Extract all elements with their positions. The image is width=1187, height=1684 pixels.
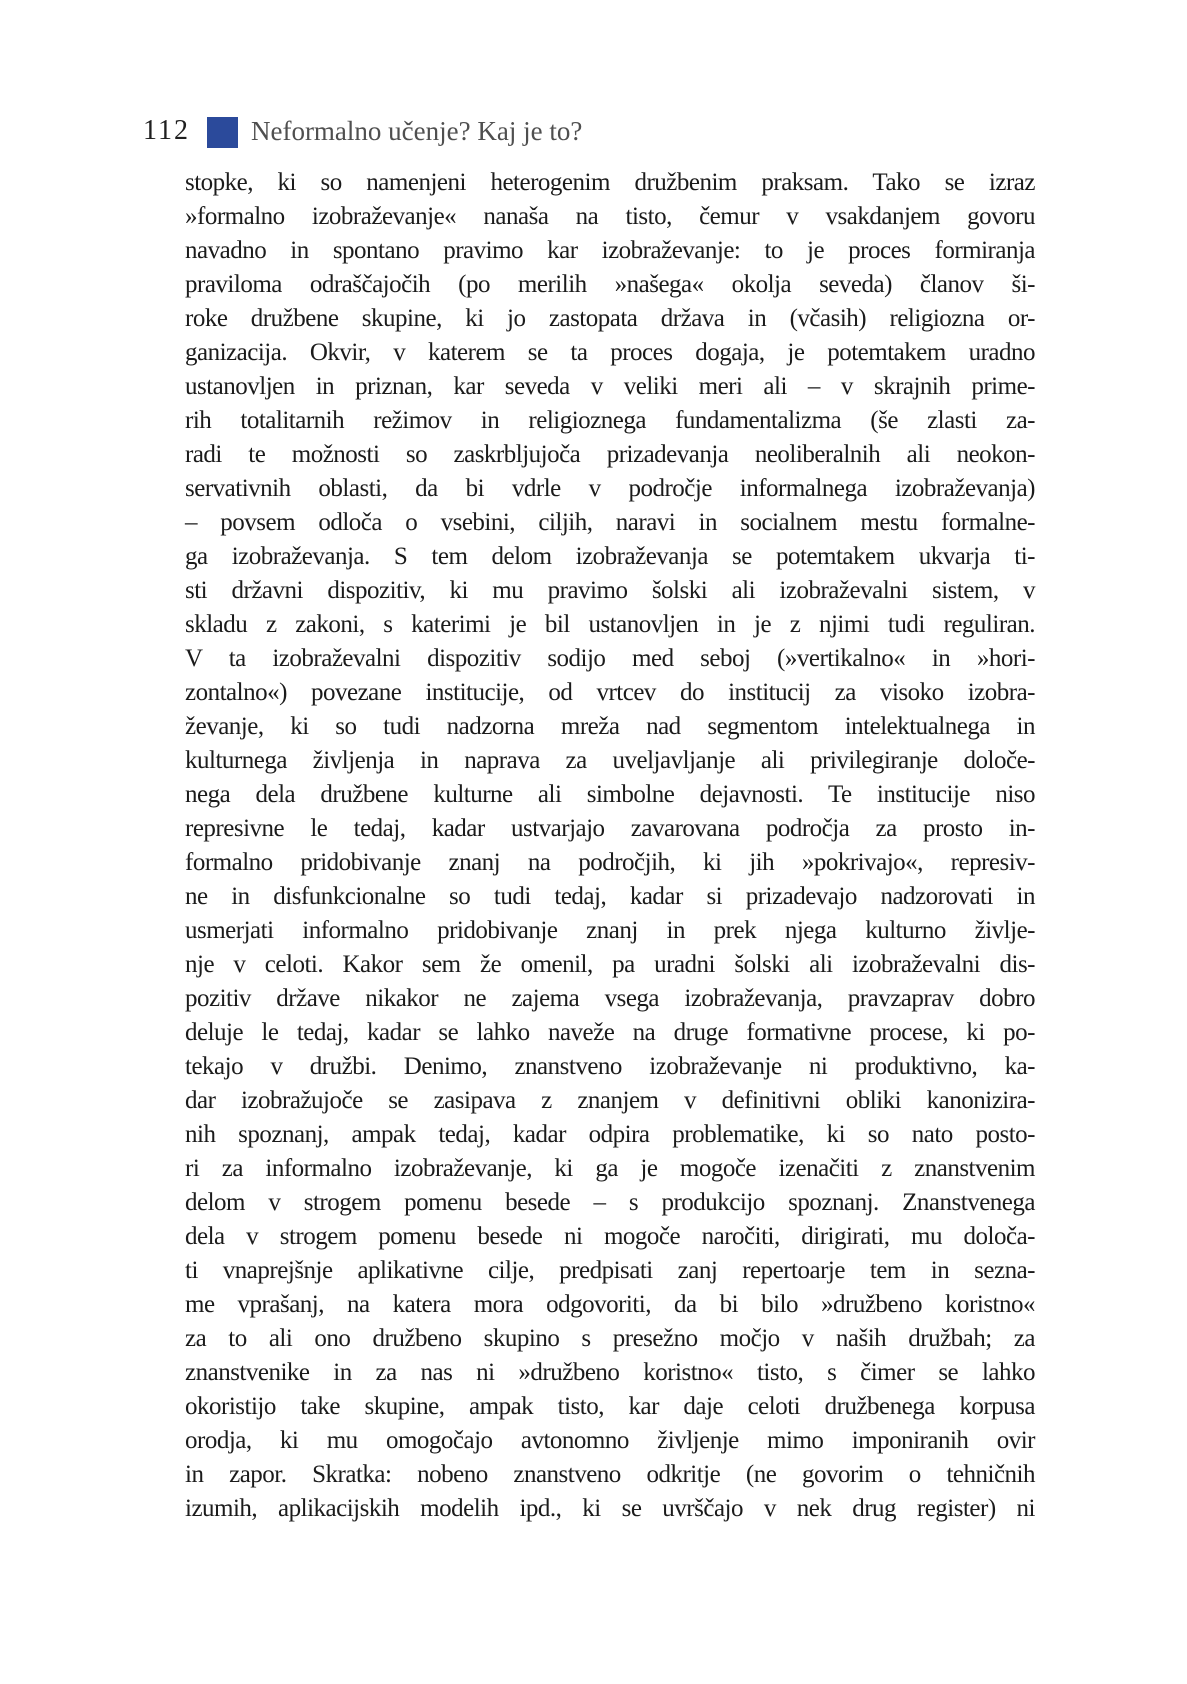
text-line: pozitiv države nikakor ne zajema vsega izobraževanja, pravzaprav dobro [185,985,1035,1012]
text-line: ževanje, ki so tudi nadzorna mreža nad segmentom intelektualnega in [185,713,1035,740]
text-line: ustanovljen in priznan, kar seveda v veliki meri ali – v skrajnih prime- [185,373,1035,400]
text-line: rih totalitarnih režimov in religioznega fundamentalizma (še zlasti za- [185,407,1035,434]
running-header-title: Neformalno učenje? Kaj je to? [250,115,583,146]
text-line: formalno pridobivanje znanj na področjih, ki jih »pokrivajo«, represiv- [185,849,1035,876]
text-line: roke družbene skupine, ki jo zastopata država in (včasih) religiozna or- [185,305,1035,332]
text-line: nje v celoti. Kakor sem že omenil, pa uradni šolski ali izobraževalni dis- [185,951,1035,978]
text-line: orodja, ki mu omogočajo avtonomno življenje mimo imponiranih ovir [185,1427,1035,1454]
text-line: okoristijo take skupine, ampak tisto, kar daje celoti družbenega korpusa [185,1393,1035,1420]
text-line: servativnih oblasti, da bi vdrle v področje informalnega izobraževanja) [185,475,1035,502]
text-line: ga izobraževanja. S tem delom izobraževanja se potemtakem ukvarja ti- [185,543,1035,570]
text-line: ne in disfunkcionalne so tudi tedaj, kadar si prizadevajo nadzorovati in [185,883,1035,910]
text-line: skladu z zakoni, s katerimi je bil ustanovljen in je z njimi tudi reguliran. [185,611,1035,638]
text-line: tekajo v družbi. Denimo, znanstveno izobraževanje ni produktivno, ka- [185,1053,1035,1080]
text-line: represivne le tedaj, kadar ustvarjajo zavarovana področja za prosto in- [185,815,1035,842]
text-line: ti vnaprejšnje aplikativne cilje, predpisati zanj repertoarje tem in sezna- [185,1257,1035,1284]
text-line: dela v strogem pomenu besede ni mogoče naročiti, dirigirati, mu določa- [185,1223,1035,1250]
text-line: ri za informalno izobraževanje, ki ga je mogoče izenačiti z znanstvenim [185,1155,1035,1182]
body-text [185,166,1035,1526]
text-line: ganizacija. Okvir, v katerem se ta proces dogaja, je potemtakem uradno [185,339,1035,366]
text-line: in zapor. Skratka: nobeno znanstveno odkritje (ne govorim o tehničnih [185,1461,1035,1488]
page-number: 112 [143,115,190,146]
text-line: – povsem odloča o vsebini, ciljih, naravi in socialnem mestu formalne- [185,509,1035,536]
text-line: navadno in spontano pravimo kar izobraževanje: to je proces formiranja [185,237,1035,264]
text-line: praviloma odraščajočih (po merilih »našega« okolja seveda) članov ši- [185,271,1035,298]
text-line: za to ali ono družbeno skupino s presežno močjo v naših družbah; za [185,1325,1035,1352]
text-line: kulturnega življenja in naprava za uveljavljanje ali privilegiranje določe- [185,747,1035,774]
text-line: zontalno«) povezane institucije, od vrtcev do institucij za visoko izobra- [185,679,1035,706]
text-line: delom v strogem pomenu besede – s produkcijo spoznanj. Znanstvenega [185,1189,1035,1216]
text-line: izumih, aplikacijskih modelih ipd., ki se uvrščajo v nek drug register) ni [185,1495,1035,1522]
text-line: znanstvenike in za nas ni »družbeno koristno« tisto, s čimer se lahko [185,1359,1035,1386]
text-line: »formalno izobraževanje« nanaša na tisto, čemur v vsakdanjem govoru [185,203,1035,230]
text-line: usmerjati informalno pridobivanje znanj in prek njega kulturno življe- [185,917,1035,944]
text-line: me vprašanj, na katera mora odgovoriti, da bi bilo »družbeno koristno« [185,1291,1035,1318]
text-line: deluje le tedaj, kadar se lahko naveže na druge formativne procese, ki po- [185,1019,1035,1046]
text-line: stopke, ki so namenjeni heterogenim družbenim praksam. Tako se izraz [185,169,1035,196]
text-line: sti državni dispozitiv, ki mu pravimo šolski ali izobraževalni sistem, v [185,577,1035,604]
text-line: nega dela družbene kulturne ali simbolne dejavnosti. Te institucije niso [185,781,1035,808]
text-line: dar izobražujoče se zasipava z znanjem v definitivni obliki kanonizira- [185,1087,1035,1114]
text-line: V ta izobraževalni dispozitiv sodijo med seboj (»vertikalno« in »hori- [185,645,1035,672]
text-line: radi te možnosti so zaskrbljujoča prizadevanja neoliberalnih ali neokon- [185,441,1035,468]
text-line: nih spoznanj, ampak tedaj, kadar odpira problematike, ki so nato posto- [185,1121,1035,1148]
running-header [143,110,582,152]
chapter-marker-square-icon [207,117,238,148]
